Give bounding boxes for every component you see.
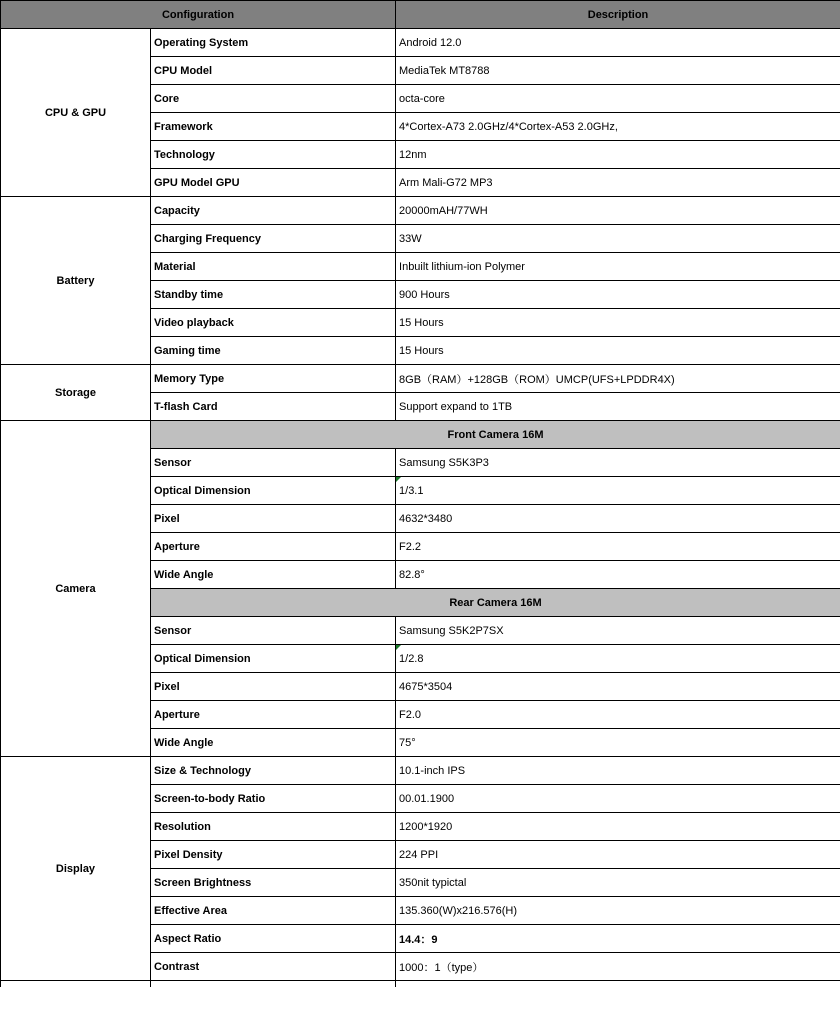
spec-value: 8GB（RAM）+128GB（ROM）UMCP(UFS+LPDDR4X) bbox=[396, 365, 840, 393]
spec-label: Pixel Density bbox=[151, 841, 396, 869]
spec-value: 1200*1920 bbox=[396, 813, 840, 841]
spec-value: 14.4：9 bbox=[396, 925, 840, 953]
spec-value: 75° bbox=[396, 729, 840, 757]
spec-value: 1/3.1 bbox=[396, 477, 840, 505]
front-camera-heading: Front Camera 16M bbox=[151, 421, 840, 449]
spec-value: 4675*3504 bbox=[396, 673, 840, 701]
category-cpu-gpu: CPU & GPU bbox=[1, 29, 151, 197]
spec-value: 15 Hours bbox=[396, 337, 840, 365]
spec-label: Charging Frequency bbox=[151, 225, 396, 253]
spec-label: Memory Type bbox=[151, 365, 396, 393]
spec-label: Resolution bbox=[151, 813, 396, 841]
spec-value: 1000：1（type） bbox=[396, 953, 840, 981]
spec-value: 12nm bbox=[396, 141, 840, 169]
spec-value: 900 Hours bbox=[396, 281, 840, 309]
spec-value: 135.360(W)x216.576(H) bbox=[396, 897, 840, 925]
category-camera: Camera bbox=[1, 421, 151, 757]
spec-value: F2.0 bbox=[396, 701, 840, 729]
cut-off-cell bbox=[396, 981, 840, 987]
configuration-header: Configuration bbox=[1, 1, 396, 29]
table-row bbox=[1, 757, 840, 785]
spec-label: Operating System bbox=[151, 29, 396, 57]
spec-label: T-flash Card bbox=[151, 393, 396, 421]
table-row bbox=[1, 421, 840, 449]
table-row-cut-off bbox=[1, 981, 840, 987]
spec-label: Contrast bbox=[151, 953, 396, 981]
spec-label: Optical Dimension bbox=[151, 477, 396, 505]
spec-value: 1/2.8 bbox=[396, 645, 840, 673]
spec-value: Arm Mali-G72 MP3 bbox=[396, 169, 840, 197]
spec-label: GPU Model GPU bbox=[151, 169, 396, 197]
category-display: Display bbox=[1, 757, 151, 981]
spec-label: Optical Dimension bbox=[151, 645, 396, 673]
spec-label: Wide Angle bbox=[151, 729, 396, 757]
spec-value: F2.2 bbox=[396, 533, 840, 561]
spec-value: Samsung S5K2P7SX bbox=[396, 617, 840, 645]
table-row bbox=[1, 365, 840, 393]
category-storage: Storage bbox=[1, 365, 151, 421]
spec-value: 4*Cortex-A73 2.0GHz/4*Cortex-A53 2.0GHz, bbox=[396, 113, 840, 141]
cut-off-cell bbox=[1, 981, 151, 987]
spec-value: 350nit typictal bbox=[396, 869, 840, 897]
spec-label: Video playback bbox=[151, 309, 396, 337]
spec-value: MediaTek MT8788 bbox=[396, 57, 840, 85]
spec-value: 15 Hours bbox=[396, 309, 840, 337]
spec-value: 224 PPI bbox=[396, 841, 840, 869]
spec-label: CPU Model bbox=[151, 57, 396, 85]
spec-label: Sensor bbox=[151, 617, 396, 645]
header-row bbox=[1, 1, 840, 29]
spec-value: Support expand to 1TB bbox=[396, 393, 840, 421]
spec-label: Technology bbox=[151, 141, 396, 169]
table-row bbox=[1, 29, 840, 57]
spec-label: Gaming time bbox=[151, 337, 396, 365]
spec-label: Aperture bbox=[151, 701, 396, 729]
spec-value: 10.1-inch IPS bbox=[396, 757, 840, 785]
spec-label: Standby time bbox=[151, 281, 396, 309]
spec-value: 00.01.1900 bbox=[396, 785, 840, 813]
spec-label: Core bbox=[151, 85, 396, 113]
spec-label: Pixel bbox=[151, 673, 396, 701]
category-battery: Battery bbox=[1, 197, 151, 365]
spec-label: Aperture bbox=[151, 533, 396, 561]
spec-value: 82.8° bbox=[396, 561, 840, 589]
spec-label: Framework bbox=[151, 113, 396, 141]
spec-label: Aspect Ratio bbox=[151, 925, 396, 953]
table-row bbox=[1, 197, 840, 225]
spec-value: 33W bbox=[396, 225, 840, 253]
spec-label: Wide Angle bbox=[151, 561, 396, 589]
rear-camera-heading: Rear Camera 16M bbox=[151, 589, 840, 617]
spec-label: Screen Brightness bbox=[151, 869, 396, 897]
spec-value: Samsung S5K3P3 bbox=[396, 449, 840, 477]
spec-label: Pixel bbox=[151, 505, 396, 533]
spec-value: 20000mAH/77WH bbox=[396, 197, 840, 225]
spec-label: Effective Area bbox=[151, 897, 396, 925]
spec-label: Screen-to-body Ratio bbox=[151, 785, 396, 813]
spec-label: Material bbox=[151, 253, 396, 281]
spec-label: Size & Technology bbox=[151, 757, 396, 785]
spec-label: Sensor bbox=[151, 449, 396, 477]
description-header: Description bbox=[396, 1, 840, 29]
spec-value: Android 12.0 bbox=[396, 29, 840, 57]
spec-value: Inbuilt lithium-ion Polymer bbox=[396, 253, 840, 281]
spec-value: octa-core bbox=[396, 85, 840, 113]
spec-value: 4632*3480 bbox=[396, 505, 840, 533]
cut-off-cell bbox=[151, 981, 396, 987]
spec-label: Capacity bbox=[151, 197, 396, 225]
